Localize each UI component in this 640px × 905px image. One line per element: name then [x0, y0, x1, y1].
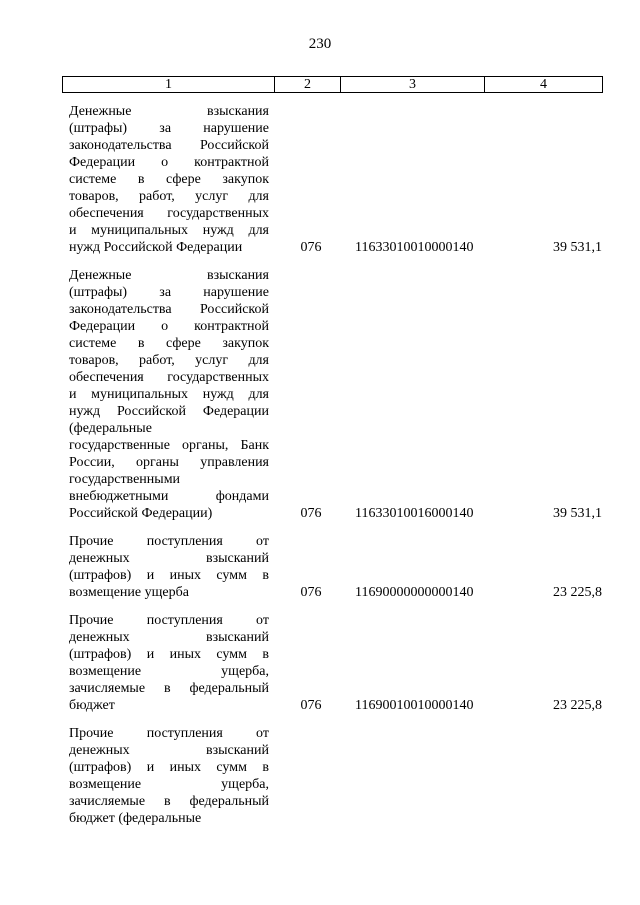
description-line: системе в сфере закупок: [69, 172, 269, 187]
table-row: [0, 103, 640, 256]
description-line: Прочие поступления от: [69, 613, 269, 628]
description-line: законодательства Российской: [69, 138, 269, 153]
description-line: бюджет: [69, 698, 115, 713]
column-header-1: 1: [63, 77, 275, 93]
description-line: обеспечения государственных: [69, 370, 269, 385]
description-line: Прочие поступления от: [69, 726, 269, 741]
row-budget-code: 11633010016000140: [355, 506, 474, 521]
description-line: зачисляемые в федеральный: [69, 681, 269, 696]
row-description: [69, 267, 269, 522]
description-line: Денежные взыскания: [69, 104, 269, 119]
description-line: Российской Федерации): [69, 506, 213, 521]
description-line: Федерации о контрактной: [69, 319, 269, 334]
description-line: возмещение ущерба: [69, 585, 189, 600]
description-line: (штрафов) и иных сумм в: [69, 760, 269, 775]
row-amount: 39 531,1: [553, 506, 602, 521]
table-row: [0, 267, 640, 522]
description-line: денежных взысканий: [69, 743, 269, 758]
description-line: товаров, работ, услуг для: [69, 189, 269, 204]
description-line: системе в сфере закупок: [69, 336, 269, 351]
description-line: нужд Российской Федерации: [69, 404, 269, 419]
row-amount: 39 531,1: [553, 240, 602, 255]
column-header-row: [63, 77, 603, 93]
row-budget-code: 11690000000000140: [355, 585, 474, 600]
column-header-3: 3: [341, 77, 485, 93]
row-description: [69, 103, 269, 256]
description-line: зачисляемые в федеральный: [69, 794, 269, 809]
column-header-table: [62, 76, 603, 93]
row-admin-code: 076: [300, 585, 322, 600]
description-line: и муниципальных нужд для: [69, 223, 269, 238]
description-line: внебюджетными фондами: [69, 489, 269, 504]
description-line: нужд Российской Федерации: [69, 240, 243, 255]
row-admin-code: 076: [300, 698, 322, 713]
description-line: и муниципальных нужд для: [69, 387, 269, 402]
description-line: возмещение ущерба,: [69, 664, 269, 679]
description-line: (штрафы) за нарушение: [69, 285, 269, 300]
description-line: Федерации о контрактной: [69, 155, 269, 170]
description-line: законодательства Российской: [69, 302, 269, 317]
table-row: [0, 533, 640, 601]
description-line: обеспечения государственных: [69, 206, 269, 221]
table-row: [0, 612, 640, 714]
description-line: России, органы управления: [69, 455, 269, 470]
table-row: [0, 725, 640, 827]
row-amount: 23 225,8: [553, 698, 602, 713]
description-line: государственными: [69, 472, 181, 487]
row-budget-code: 11690010010000140: [355, 698, 474, 713]
description-line: денежных взысканий: [69, 551, 269, 566]
description-line: денежных взысканий: [69, 630, 269, 645]
description-line: Денежные взыскания: [69, 268, 269, 283]
description-line: (штрафы) за нарушение: [69, 121, 269, 136]
column-header-2: 2: [275, 77, 341, 93]
description-line: (штрафов) и иных сумм в: [69, 568, 269, 583]
row-admin-code: 076: [300, 506, 322, 521]
page-number: 230: [308, 36, 332, 52]
description-line: товаров, работ, услуг для: [69, 353, 269, 368]
description-line: государственные органы, Банк: [69, 438, 269, 453]
row-budget-code: 11633010010000140: [355, 240, 474, 255]
row-description: [69, 725, 269, 827]
row-description: [69, 612, 269, 714]
description-line: бюджет (федеральные: [69, 811, 202, 826]
description-line: (федеральные: [69, 421, 152, 436]
row-admin-code: 076: [300, 240, 322, 255]
row-amount: 23 225,8: [553, 585, 602, 600]
column-header-4: 4: [485, 77, 603, 93]
row-description: [69, 533, 269, 601]
description-line: Прочие поступления от: [69, 534, 269, 549]
description-line: возмещение ущерба,: [69, 777, 269, 792]
table-body: [0, 103, 640, 838]
description-line: (штрафов) и иных сумм в: [69, 647, 269, 662]
